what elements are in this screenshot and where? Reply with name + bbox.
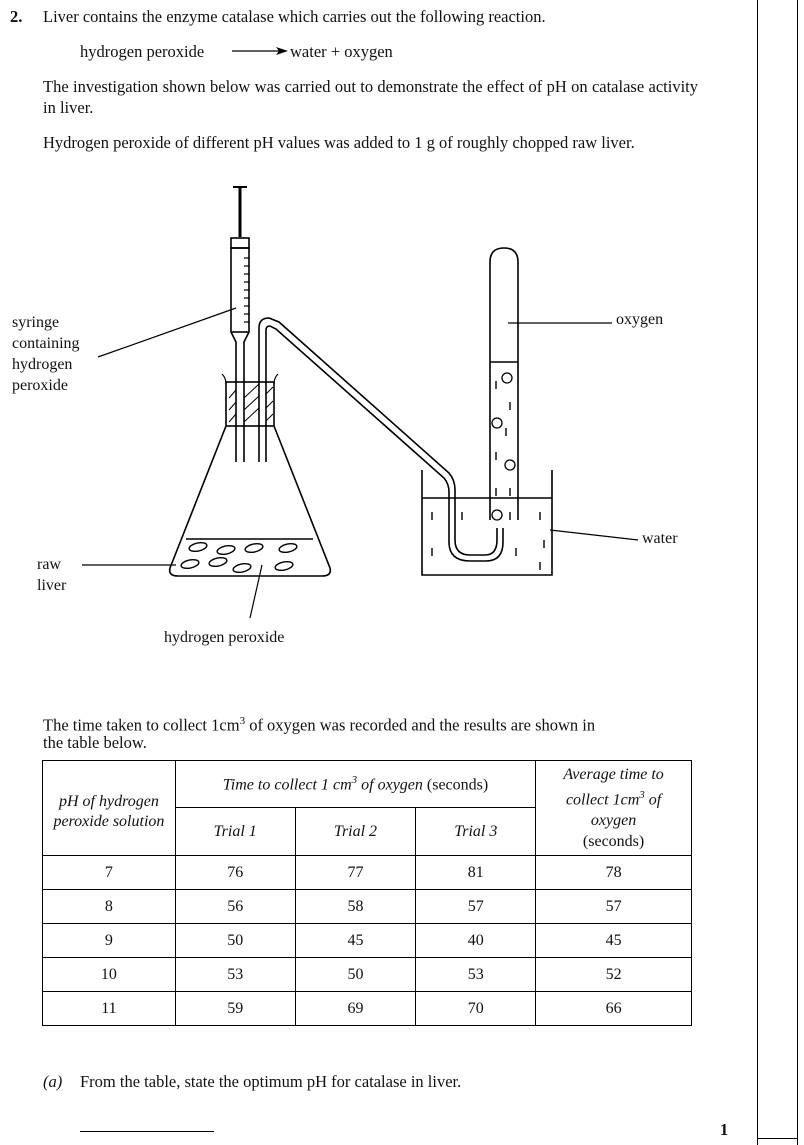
results-table <box>42 760 692 1026</box>
cell-trial-2: 50 <box>295 958 416 992</box>
cell-trial-2: 69 <box>295 992 416 1026</box>
label-water: water <box>642 530 678 547</box>
cell-trial-2: 58 <box>295 890 416 924</box>
margin-line-right <box>797 0 798 1145</box>
cell-trial-3: 81 <box>416 856 536 890</box>
marks-value: 1 <box>720 1120 729 1139</box>
cell-average: 45 <box>536 924 692 958</box>
cell-ph: 11 <box>43 992 176 1026</box>
part-a-text: From the table, state the optimum pH for catalase in liver. <box>80 1072 462 1091</box>
cell-ph: 9 <box>43 924 176 958</box>
cell-trial-3: 53 <box>416 958 536 992</box>
table-row <box>43 924 692 958</box>
reaction-right: water + oxygen <box>290 42 393 61</box>
header-time: Time to collect 1 $cm^3$ of oxygen (seconds) <box>175 761 535 808</box>
reaction-left: hydrogen peroxide <box>80 42 205 61</box>
cell-average: 57 <box>536 890 692 924</box>
cell-average: 66 <box>536 992 692 1026</box>
header-trial-1: Trial 1 <box>175 808 295 856</box>
cell-ph: 8 <box>43 890 176 924</box>
cell-trial-1: 53 <box>175 958 295 992</box>
label-raw: raw <box>37 556 61 573</box>
table-row <box>43 958 692 992</box>
table-row <box>43 856 692 890</box>
header-ph: pH of hydrogen peroxide solution <box>43 761 176 856</box>
label-syringe: syringe <box>12 314 60 331</box>
apparatus-diagram <box>0 180 760 660</box>
header-average: Average time to collect $1cm^3$ of oxygen (seconds) <box>536 761 692 856</box>
label-oxygen: oxygen <box>616 311 664 328</box>
label-liver: liver <box>37 577 67 594</box>
marks-box-top <box>757 1138 797 1139</box>
answer-line[interactable] <box>80 1131 214 1132</box>
paragraph-1: The investigation shown below was carried out to demonstrate the effect of pH on catalase activity in liver. <box>43 77 698 117</box>
part-a-letter: (a) <box>43 1072 63 1091</box>
table-row <box>43 992 692 1026</box>
cell-trial-1: 59 <box>175 992 295 1026</box>
header-trial-3: Trial 3 <box>416 808 536 856</box>
cell-average: 52 <box>536 958 692 992</box>
cell-trial-2: 77 <box>295 856 416 890</box>
cell-trial-1: 56 <box>175 890 295 924</box>
label-hydrogen-peroxide: hydrogen peroxide <box>164 629 285 646</box>
results-intro: The time taken to collect $1cm^3$ of oxygen was recorded and the results are shown in <box>43 715 596 735</box>
cell-trial-3: 57 <box>416 890 536 924</box>
header-trial-2: Trial 2 <box>295 808 416 856</box>
paragraph-2: Hydrogen peroxide of different pH values was added to 1 g of roughly chopped raw liver. <box>43 133 635 152</box>
cell-trial-1: 50 <box>175 924 295 958</box>
label-hydrogen: hydrogen <box>12 356 73 373</box>
cell-trial-2: 45 <box>295 924 416 958</box>
cell-trial-3: 40 <box>416 924 536 958</box>
cell-ph: 10 <box>43 958 176 992</box>
question-number: 2. <box>10 7 23 26</box>
results-intro-line2: the table below. <box>43 733 147 752</box>
cell-ph: 7 <box>43 856 176 890</box>
cell-average: 78 <box>536 856 692 890</box>
question-intro: Liver contains the enzyme catalase which carries out the following reaction. <box>43 7 546 26</box>
cell-trial-1: 76 <box>175 856 295 890</box>
cell-trial-3: 70 <box>416 992 536 1026</box>
reaction-arrow <box>232 44 288 58</box>
label-peroxide: peroxide <box>12 377 68 394</box>
table-row <box>43 890 692 924</box>
label-containing: containing <box>12 335 80 352</box>
